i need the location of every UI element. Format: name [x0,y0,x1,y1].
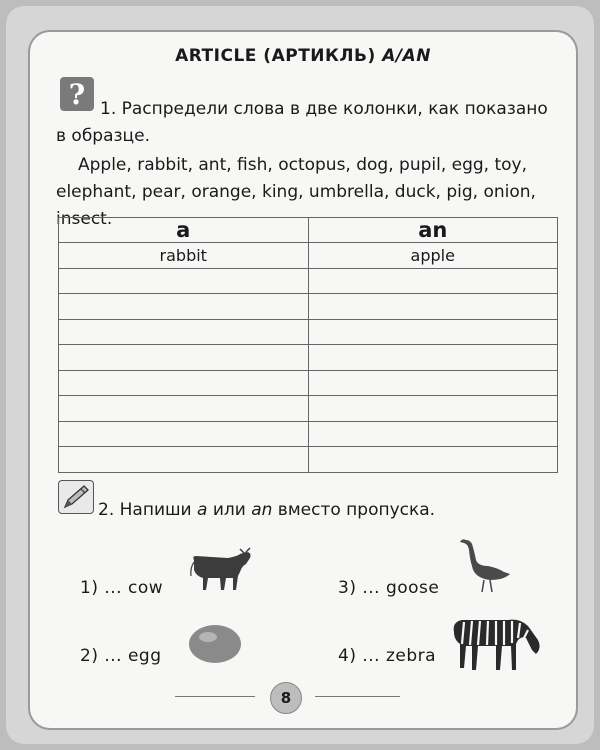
table-row [59,345,558,371]
task2-instruction: 2. Напиши a или an вместо пропуска. [98,500,436,520]
cow-image [188,546,256,596]
goose-image [454,534,514,596]
table-cell[interactable] [308,370,558,396]
table-row [59,447,558,473]
table-cell[interactable] [59,421,309,447]
question-mark-icon: ? [60,77,94,111]
exercise-item: 2) ... egg [80,646,162,666]
task1-instruction: 1. Распредели слова в две колонки, как показано в образце. [56,99,548,146]
footer-divider-left [175,696,255,697]
answer-table [58,217,558,473]
table-row [59,370,558,396]
footer-divider-right [315,696,400,697]
table-row [59,421,558,447]
table-row [59,243,558,269]
table-cell[interactable] [59,370,309,396]
table-cell[interactable] [59,345,309,371]
table-cell[interactable] [59,294,309,320]
page-number: 8 [270,682,302,714]
column-header-an: an [308,218,558,243]
table-cell[interactable] [59,268,309,294]
table-cell[interactable] [59,447,309,473]
exercise-item: 3) ... goose [338,578,440,598]
table-cell[interactable] [308,345,558,371]
table-cell[interactable]: apple [308,243,558,269]
table-row [59,294,558,320]
exercise-item: 4) ... zebra [338,646,437,666]
table-cell[interactable] [308,447,558,473]
table-cell[interactable] [308,268,558,294]
task1-word-list: Apple, rabbit, ant, fish, octopus, dog, pupil, egg, toy, elephant, pear, orange, king, umbrella, duck, pig, onion, insect. [56,155,536,229]
egg-image [186,622,244,666]
table-row [59,396,558,422]
table-cell[interactable] [59,319,309,345]
table-cell[interactable] [308,421,558,447]
pen-icon [58,480,94,514]
table-row [59,268,558,294]
column-header-a: a [59,218,309,243]
table-row [59,319,558,345]
table-cell[interactable]: rabbit [59,243,309,269]
exercise-item: 1) ... cow [80,578,164,598]
zebra-image [448,610,548,674]
page-title: ARTICLE (АРТИКЛЬ) A/AN [175,46,431,66]
table-cell[interactable] [308,396,558,422]
table-cell[interactable] [59,396,309,422]
table-cell[interactable] [308,319,558,345]
worksheet-page [30,32,576,728]
table-cell[interactable] [308,294,558,320]
